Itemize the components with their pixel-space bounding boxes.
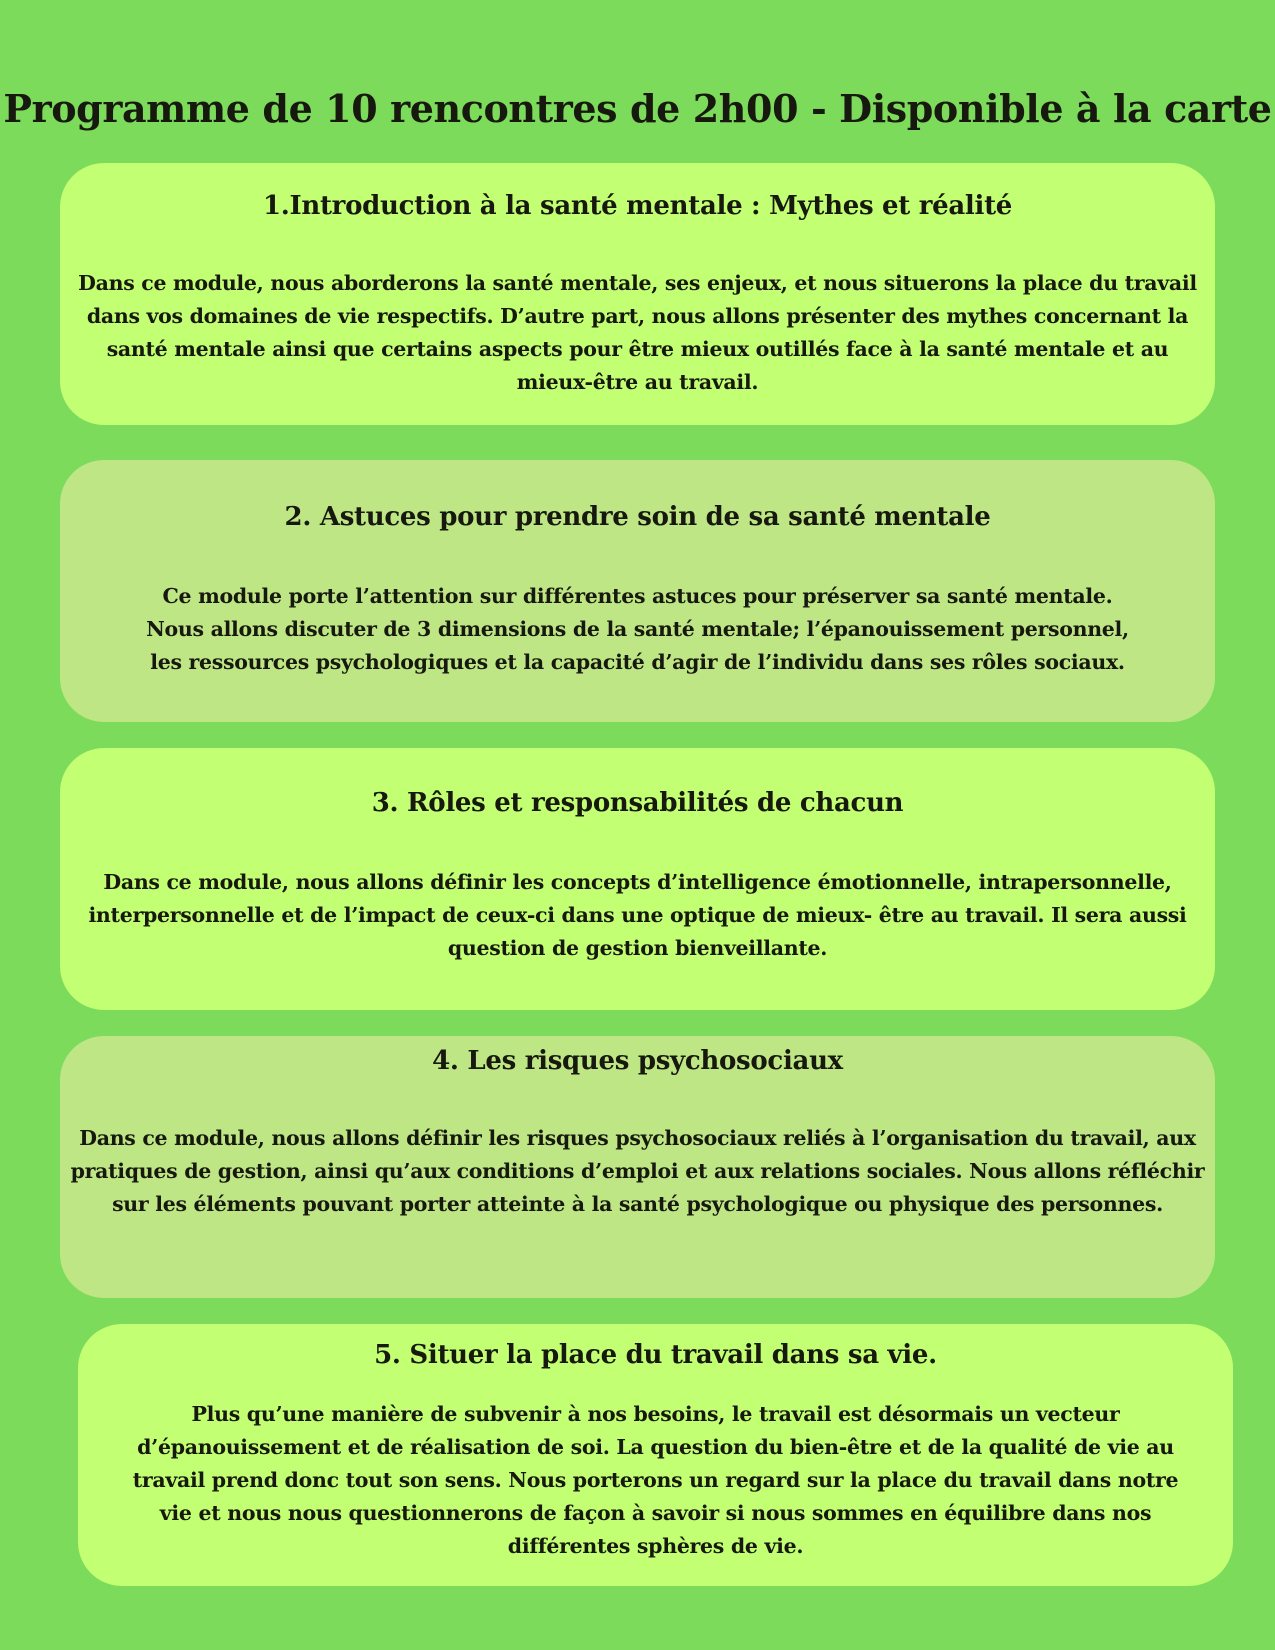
module-description: Dans ce module, nous allons définir les risques psychosociaux reliés à l’organisation du travail, aux pratiques de gestion, ainsi qu’aux conditions d’emploi et aux relations sociales. Nous allons réfléchir sur les éléments pouvant porter atteinte à la santé psychologique ou physique des personnes. — [70, 1126, 1205, 1216]
module-description: Plus qu’une manière de subvenir à nos besoins, le travail est désormais un vecteur d’épanouissement et de réalisation de soi. La question du bien-être et de la qualité de vie au travail prend donc tout son sens. Nous porterons un regard sur la place du travail dans notre vie et nous nous questionnerons de façon à savoir si nous sommes en équilibre dans nos différentes sphères de vie. — [132, 1402, 1179, 1558]
module-title: 2. Astuces pour prendre soin de sa santé mentale — [284, 502, 991, 532]
module-description: Dans ce module, nous allons définir les concepts d’intelligence émotionnelle, intrapersonnelle, interpersonnelle et de l’impact de ceux-ci dans une optique de mieux- être au travail. Il sera aussi question de gestion bienveillante. — [88, 870, 1187, 960]
module-card-2 — [60, 460, 1215, 722]
module-card-1 — [60, 163, 1215, 425]
page-title: Programme de 10 rencontres de 2h00 - Disponible à la carte — [3, 86, 1272, 131]
module-card-3 — [60, 748, 1215, 1010]
module-title: 4. Les risques psychosociaux — [432, 1046, 843, 1076]
module-title: 3. Rôles et responsabilités de chacun — [371, 788, 904, 818]
module-title: 5. Situer la place du travail dans sa vie. — [374, 1340, 937, 1370]
module-description: Ce module porte l’attention sur différentes astuces pour préserver sa santé mentale. Nous allons discuter de 3 dimensions de la santé mentale; l’épanouissement personnel, les ressources psychologiques et la capacité d’agir de l’individu dans ses rôles sociaux. — [146, 584, 1129, 674]
module-description: Dans ce module, nous aborderons la santé mentale, ses enjeux, et nous situerons la place du travail dans vos domaines de vie respectifs. D’autre part, nous allons présenter des mythes concernant la santé mentale ainsi que certains aspects pour être mieux outillés face à la santé mentale et au mieux-être au travail. — [78, 271, 1197, 394]
module-title: 1.Introduction à la santé mentale : Mythes et réalité — [262, 191, 1013, 221]
module-card-5 — [78, 1324, 1233, 1586]
module-card-4 — [60, 1036, 1215, 1298]
